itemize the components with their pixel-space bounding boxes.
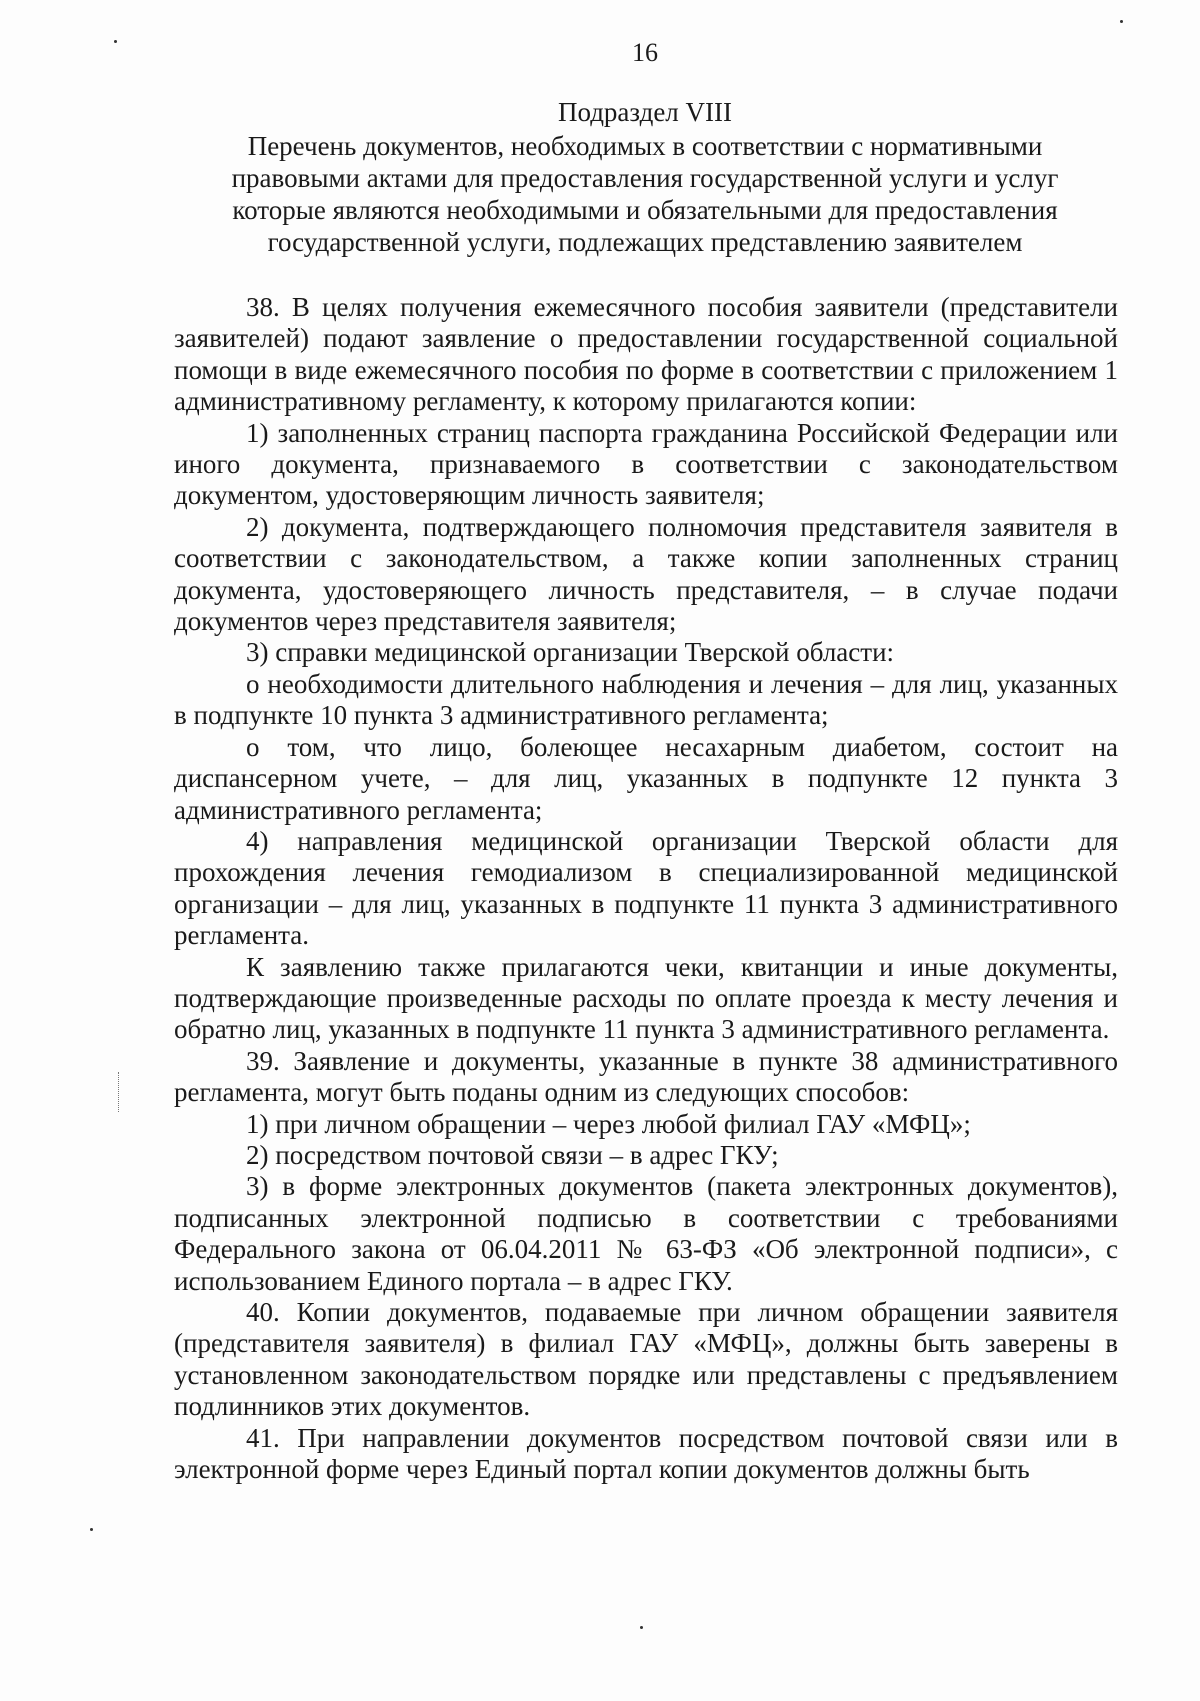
paragraph-38-item-1: 1) заполненных страниц паспорта гражданина Российской Федерации или иного документа, признаваемого в соответствии с законодательством документом, удостоверяющим личность заявителя; xyxy=(174,417,1118,511)
paragraph-38-item-3a: о необходимости длительного наблюдения и лечения – для лиц, указанных в подпункте 10 пункта 3 административного регламента; xyxy=(174,668,1118,731)
paragraph-38-item-2: 2) документа, подтверждающего полномочия представителя заявителя в соответствии с законодательством, а также копии заполненных страниц документа, удостоверяющего личность представителя, – в случае подачи документов через представителя заявителя; xyxy=(174,511,1118,637)
paragraph-39-item-2: 2) посредством почтовой связи – в адрес ГКУ; xyxy=(246,1139,779,1170)
paragraph-38-item-4: 4) направления медицинской организации Тверской области для прохождения лечения гемодиализом в специализированной медицинской организации – для лиц, указанных в подпункте 11 пункта 3 административного регламента. xyxy=(174,825,1118,951)
document-body xyxy=(174,292,1118,1485)
scan-margin-mark xyxy=(118,1072,123,1112)
scan-speck xyxy=(114,40,117,43)
paragraph-38-item-3b: о том, что лицо, болеющее несахарным диабетом, состоит на диспансерном учете, – для лиц, указанных в подпункте 12 пункта 3 административного регламента; xyxy=(174,731,1118,825)
paragraph-40: 40. Копии документов, подаваемые при личном обращении заявителя (представителя заявителя) в филиал ГАУ «МФЦ», должны быть заверены в установленном законодательством порядке или представлены с предъявлением подлинников этих документов. xyxy=(174,1297,1118,1422)
page-number: 16 xyxy=(632,38,658,67)
paragraph-38: 38. В целях получения ежемесячного пособия заявители (представители заявителей) подают заявление о предоставлении государственной социальной помощи в виде ежемесячного пособия по форме в соответствии с приложением 1 административному регламенту, к которому прилагаются копии: xyxy=(174,292,1118,417)
paragraph-39: 39. Заявление и документы, указанные в пункте 38 административного регламента, могут быть поданы одним из следующих способов: xyxy=(174,1045,1118,1108)
scan-speck xyxy=(640,1626,643,1629)
paragraph-38-item-3: 3) справки медицинской организации Тверской области: xyxy=(246,637,895,668)
subsection-title: Подраздел VIII xyxy=(557,97,733,127)
paragraph-38-attachments: К заявлению также прилагаются чеки, квитанции и иные документы, подтверждающие произведенные расходы по оплате проезда к месту лечения и обратно лиц, указанных в подпункте 11 пункта 3 административного регламента. xyxy=(174,951,1118,1045)
paragraph-41: 41. При направлении документов посредством почтовой связи или в электронной форме через Единый портал копии документов должны быть xyxy=(174,1422,1118,1485)
scan-speck xyxy=(90,1528,93,1531)
paragraph-39-item-3: 3) в форме электронных документов (пакета электронных документов), подписанных электронной подписью в соответствии с требованиями Федерального закона от 06.04.2011 № 63-ФЗ «Об электронной подписи», с использованием Единого портала – в адрес ГКУ. xyxy=(174,1171,1118,1296)
paragraph-39-item-1: 1) при личном обращении – через любой филиал ГАУ «МФЦ»; xyxy=(246,1108,971,1139)
section-heading xyxy=(200,96,1090,258)
scan-speck xyxy=(1120,20,1123,23)
section-title: Перечень документов, необходимых в соответствии с нормативными правовыми актами для предоставления государственной услуги и услуг которые являются необходимыми и обязательными для предоставления государственной услуги, подлежащих представлению заявителем xyxy=(231,131,1059,257)
